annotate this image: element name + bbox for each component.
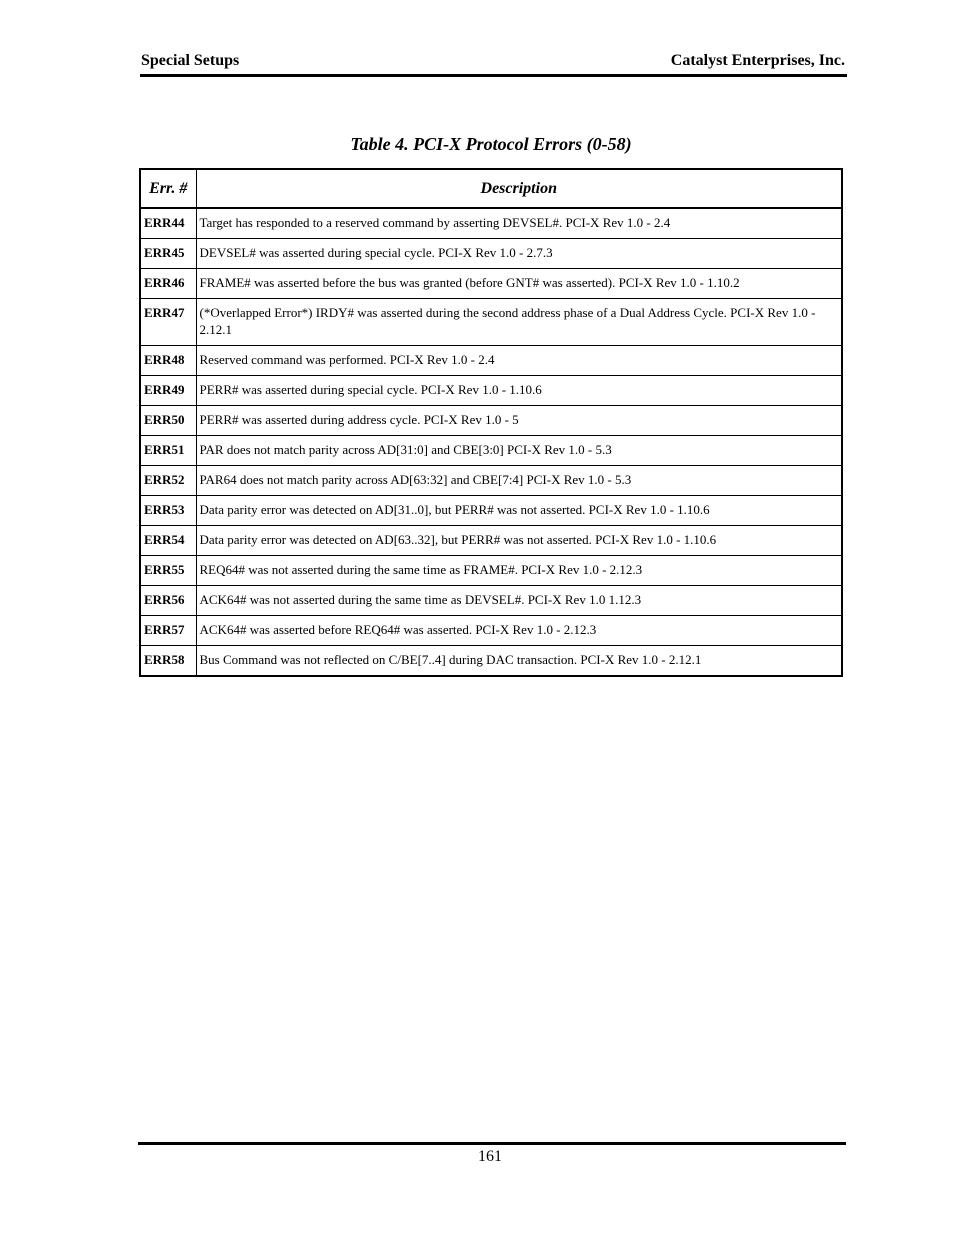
error-code: ERR44 [140,208,196,239]
table-row [140,496,842,526]
table-row [140,376,842,406]
error-description: REQ64# was not asserted during the same time as FRAME#. PCI-X Rev 1.0 - 2.12.3 [196,556,842,586]
error-code: ERR48 [140,346,196,376]
error-code: ERR47 [140,299,196,346]
error-description: Reserved command was performed. PCI-X Rev 1.0 - 2.4 [196,346,842,376]
table-row [140,466,842,496]
error-code: ERR56 [140,586,196,616]
error-code: ERR53 [140,496,196,526]
column-header-description: Description [196,169,842,208]
error-description: PERR# was asserted during address cycle. PCI-X Rev 1.0 - 5 [196,406,842,436]
table-row [140,526,842,556]
error-description: PERR# was asserted during special cycle. PCI-X Rev 1.0 - 1.10.6 [196,376,842,406]
error-code: ERR54 [140,526,196,556]
error-description: Bus Command was not reflected on C/BE[7..4] during DAC transaction. PCI-X Rev 1.0 - 2.12.1 [196,646,842,677]
error-code: ERR52 [140,466,196,496]
error-description: PAR64 does not match parity across AD[63:32] and CBE[7:4] PCI-X Rev 1.0 - 5.3 [196,466,842,496]
table-row [140,299,842,346]
table-row [140,239,842,269]
column-header-err-number: Err. # [140,169,196,208]
error-code: ERR45 [140,239,196,269]
protocol-errors-table [139,168,843,677]
table-row [140,436,842,466]
table-row [140,406,842,436]
error-description: Data parity error was detected on AD[63..32], but PERR# was not asserted. PCI-X Rev 1.0 - 1.10.6 [196,526,842,556]
table-row [140,646,842,677]
error-description: ACK64# was not asserted during the same time as DEVSEL#. PCI-X Rev 1.0 1.12.3 [196,586,842,616]
error-code: ERR57 [140,616,196,646]
error-description: Data parity error was detected on AD[31..0], but PERR# was not asserted. PCI-X Rev 1.0 - 1.10.6 [196,496,842,526]
error-code: ERR50 [140,406,196,436]
table-row [140,556,842,586]
table-row [140,586,842,616]
table-row [140,269,842,299]
page-header [140,50,847,77]
table-row [140,208,842,239]
footer-rule [138,1142,846,1145]
error-description: Target has responded to a reserved command by asserting DEVSEL#. PCI-X Rev 1.0 - 2.4 [196,208,842,239]
error-description: PAR does not match parity across AD[31:0] and CBE[3:0] PCI-X Rev 1.0 - 5.3 [196,436,842,466]
error-code: ERR51 [140,436,196,466]
header-section-title: Special Setups [141,52,240,69]
error-description: DEVSEL# was asserted during special cycle. PCI-X Rev 1.0 - 2.7.3 [196,239,842,269]
error-code: ERR49 [140,376,196,406]
table-header-row [140,169,842,208]
table-row [140,346,842,376]
error-code: ERR58 [140,646,196,677]
header-company-name: Catalyst Enterprises, Inc. [670,52,845,69]
page-number: 161 [478,1148,502,1165]
error-code: ERR55 [140,556,196,586]
table-caption: Table 4. PCI-X Protocol Errors (0-58) [350,134,632,154]
table-row [140,616,842,646]
error-description: (*Overlapped Error*) IRDY# was asserted during the second address phase of a Dual Address Cycle. PCI-X Rev 1.0 - 2.12.1 [196,299,842,346]
error-description: FRAME# was asserted before the bus was granted (before GNT# was asserted). PCI-X Rev 1.0 - 1.10.2 [196,269,842,299]
error-description: ACK64# was asserted before REQ64# was asserted. PCI-X Rev 1.0 - 2.12.3 [196,616,842,646]
error-code: ERR46 [140,269,196,299]
